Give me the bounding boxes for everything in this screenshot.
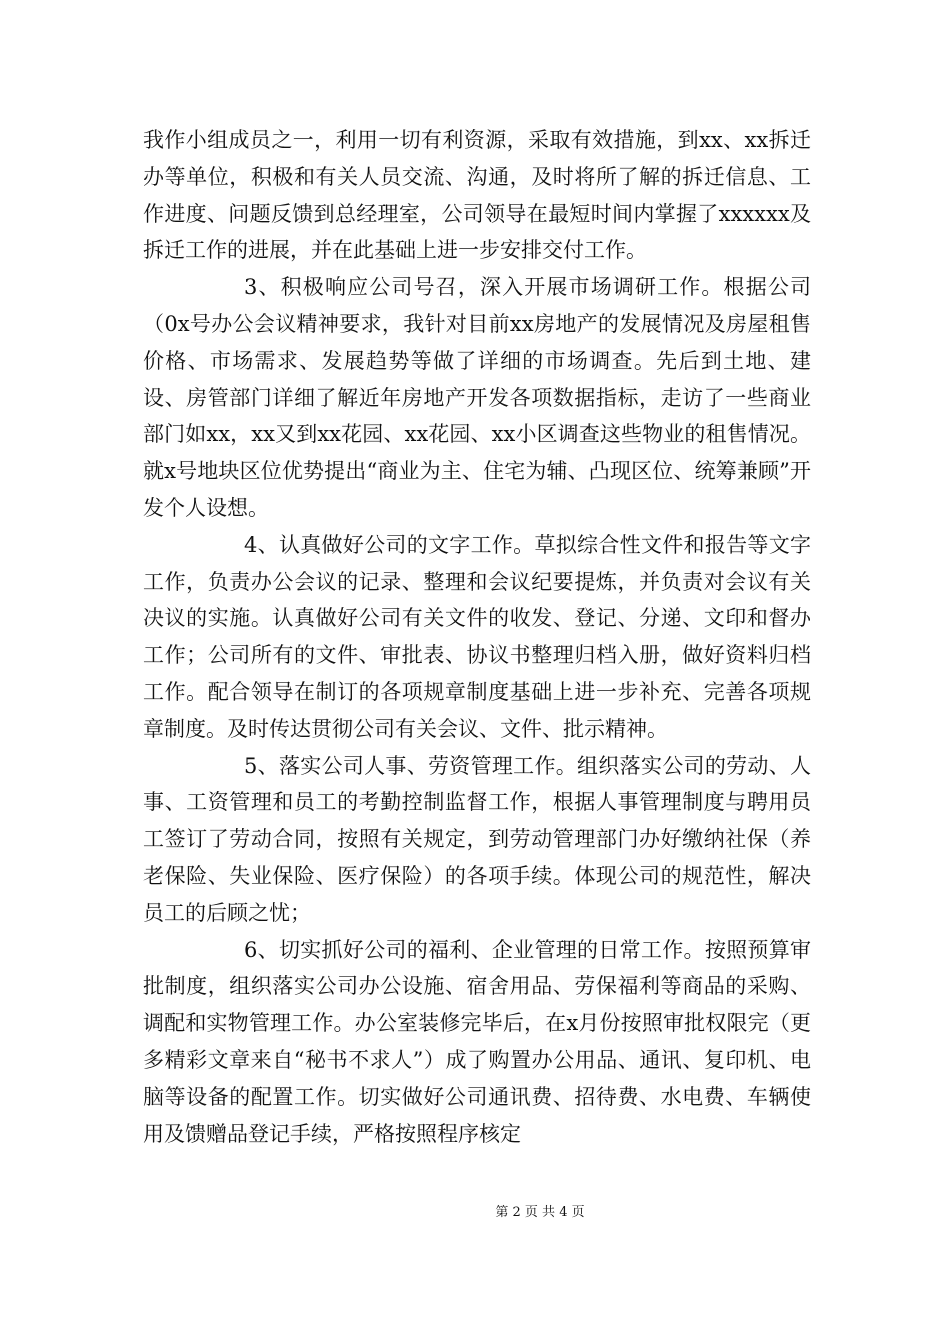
document-body (143, 122, 811, 1152)
page-number-footer: 第 2 页 共 4 页 (495, 1205, 585, 1220)
paragraph-5: 6、切实抓好公司的福利、企业管理的日常工作。按照预算审批制度，组织落实公司办公设施、宿舍用品、劳保福利等商品的采购、调配和实物管理工作。办公室装修完毕后，在x月份按照审批权限完（更多精彩文章来自“秘书不求人”）成了购置办公用品、通讯、复印机、电脑等设备的配置工作。切实做好公司通讯费、招待费、水电费、车辆使用及馈赠品登记手续，严格按照程序核定 (143, 937, 811, 1146)
paragraph-2: 3、积极响应公司号召，深入开展市场调研工作。根据公司（0x号办公会议精神要求，我针对目前xx房地产的发展情况及房屋租售价格、市场需求、发展趋势等做了详细的市场调查。先后到土地、建设、房管部门详细了解近年房地产开发各项数据指标，走访了一些商业部门如xx，xx又到xx花园、xx花园、xx小区调查这些物业的租售情况。就x号地块区位优势提出“商业为主、住宅为辅、凸现区位、统筹兼顾”开发个人设想。 (143, 275, 811, 520)
paragraph-4: 5、落实公司人事、劳资管理工作。组织落实公司的劳动、人事、工资管理和员工的考勤控制监督工作，根据人事管理制度与聘用员工签订了劳动合同，按照有关规定，到劳动管理部门办好缴纳社保（养老保险、失业保险、医疗保险）的各项手续。体现公司的规范性，解决员工的后顾之忧； (143, 753, 811, 925)
paragraph-3: 4、认真做好公司的文字工作。草拟综合性文件和报告等文字工作，负责办公会议的记录、整理和会议纪要提炼，并负责对会议有关决议的实施。认真做好公司有关文件的收发、登记、分递、文印和督办工作；公司所有的文件、审批表、协议书整理归档入册，做好资料归档工作。配合领导在制订的各项规章制度基础上进一步补充、完善各项规章制度。及时传达贯彻公司有关会议、文件、批示精神。 (143, 532, 811, 741)
paragraph-1: 我作小组成员之一，利用一切有利资源，采取有效措施，到xx、xx拆迁办等单位，积极和有关人员交流、沟通，及时将所了解的拆迁信息、工作进度、问题反馈到总经理室，公司领导在最短时间内掌握了xxxxxx及拆迁工作的进展，并在此基础上进一步安排交付工作。 (143, 128, 811, 263)
